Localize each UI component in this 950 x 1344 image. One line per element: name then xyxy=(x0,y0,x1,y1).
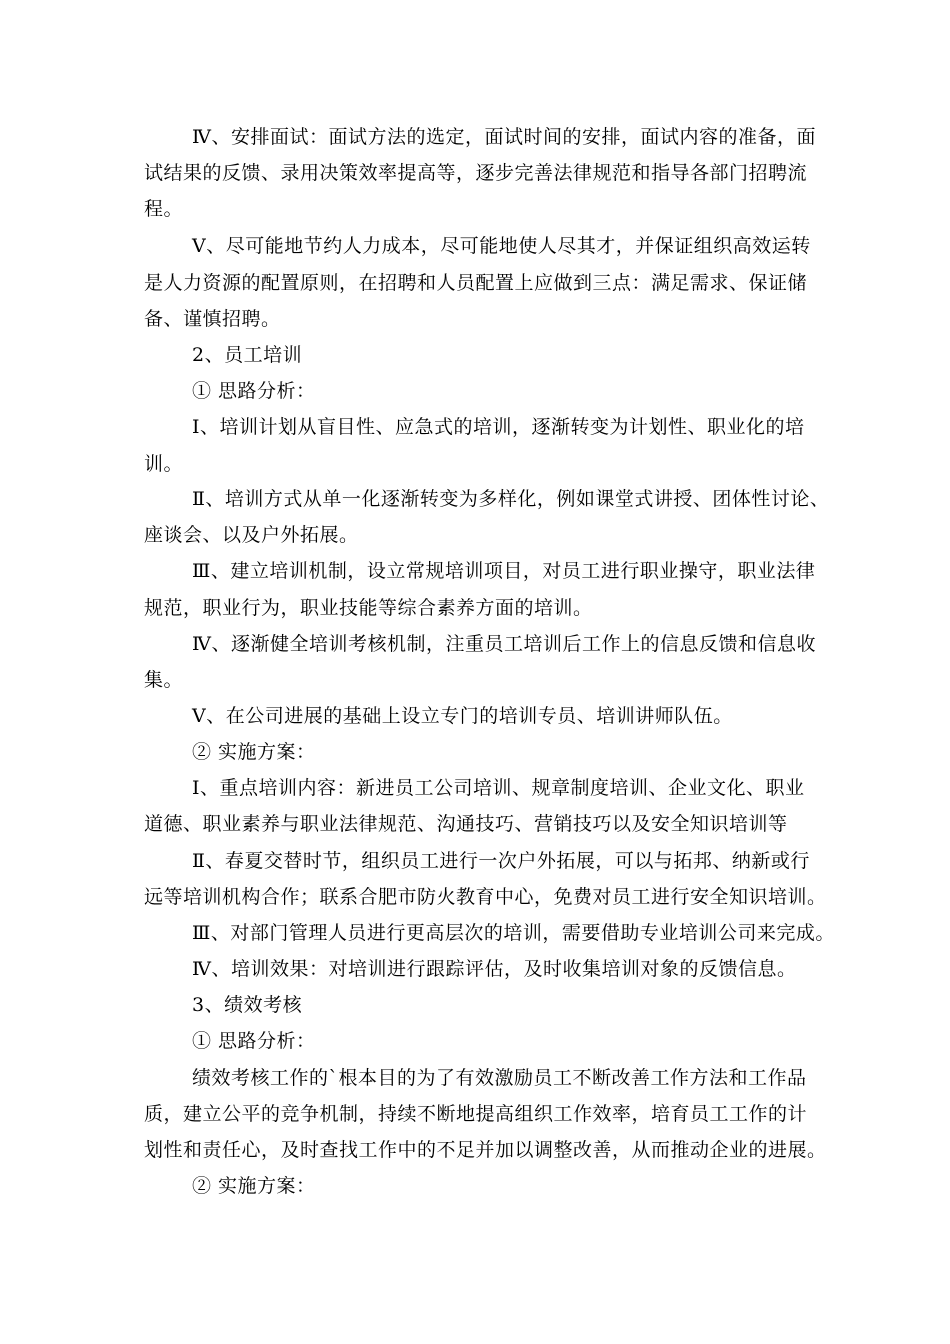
section-heading: 3、绩效考核 xyxy=(192,994,303,1016)
text-line: Ⅴ、在公司进展的基础上设立专门的培训专员、培训讲师队伍。 xyxy=(192,705,733,727)
text-line: 程。 xyxy=(144,198,184,220)
subsection-heading: ① 思路分析： xyxy=(192,380,316,402)
text-line: 质，建立公平的竞争机制，持续不断地提高组织工作效率，培育员工工作的计 xyxy=(144,1103,808,1125)
text-line: 划性和责任心，及时查找工作中的不足并加以调整改善，从而推动企业的进展。 xyxy=(144,1139,827,1161)
text-line: Ⅴ、尽可能地节约人力成本，尽可能地使人尽其才，并保证组织高效运转 xyxy=(192,235,811,257)
text-line: Ⅳ、培训效果：对培训进行跟踪评估，及时收集培训对象的反馈信息。 xyxy=(192,958,797,980)
text-line: Ⅲ、对部门管理人员进行更高层次的培训，需要借助专业培训公司来完成。 xyxy=(192,922,835,944)
text-line: 座谈会、以及户外拓展。 xyxy=(144,524,359,546)
text-line: 道德、职业素养与职业法律规范、沟通技巧、营销技巧以及安全知识培训等 xyxy=(144,813,788,835)
text-line: Ⅲ、建立培训机制，设立常规培训项目，对员工进行职业操守，职业法律 xyxy=(192,560,816,582)
subsection-heading: ① 思路分析： xyxy=(192,1030,316,1052)
text-line: 远等培训机构合作；联系合肥市防火教育中心，免费对员工进行安全知识培训。 xyxy=(144,886,827,908)
text-line: Ⅰ、培训计划从盲目性、应急式的培训，逐渐转变为计划性、职业化的培 xyxy=(192,416,805,438)
subsection-heading: ② 实施方案： xyxy=(192,1175,316,1197)
text-line: Ⅳ、安排面试：面试方法的选定，面试时间的安排，面试内容的准备，面 xyxy=(192,126,816,148)
text-line: 绩效考核工作的`根本目的为了有效激励员工不断改善工作方法和工作品 xyxy=(192,1067,807,1089)
text-line: 集。 xyxy=(144,669,184,691)
section-heading: 2、员工培训 xyxy=(192,344,303,366)
text-line: Ⅱ、培训方式从单一化逐渐转变为多样化，例如课堂式讲授、团体性讨论、 xyxy=(192,488,830,510)
text-line: 试结果的反馈、录用决策效率提高等，逐步完善法律规范和指导各部门招聘流 xyxy=(144,162,808,184)
text-line: Ⅱ、春夏交替时节，组织员工进行一次户外拓展，可以与拓邦、纳新或行 xyxy=(192,850,810,872)
text-line: 规范，职业行为，职业技能等综合素养方面的培训。 xyxy=(144,597,593,619)
text-line: 训。 xyxy=(144,453,184,475)
subsection-heading: ② 实施方案： xyxy=(192,741,316,763)
text-line: Ⅰ、重点培训内容：新进员工公司培训、规章制度培训、企业文化、职业 xyxy=(192,777,805,799)
text-line: 是人力资源的配置原则，在招聘和人员配置上应做到三点：满足需求、保证储 xyxy=(144,272,808,294)
text-line: 备、谨慎招聘。 xyxy=(144,308,281,330)
text-line: Ⅳ、逐渐健全培训考核机制，注重员工培训后工作上的信息反馈和信息收 xyxy=(192,633,816,655)
